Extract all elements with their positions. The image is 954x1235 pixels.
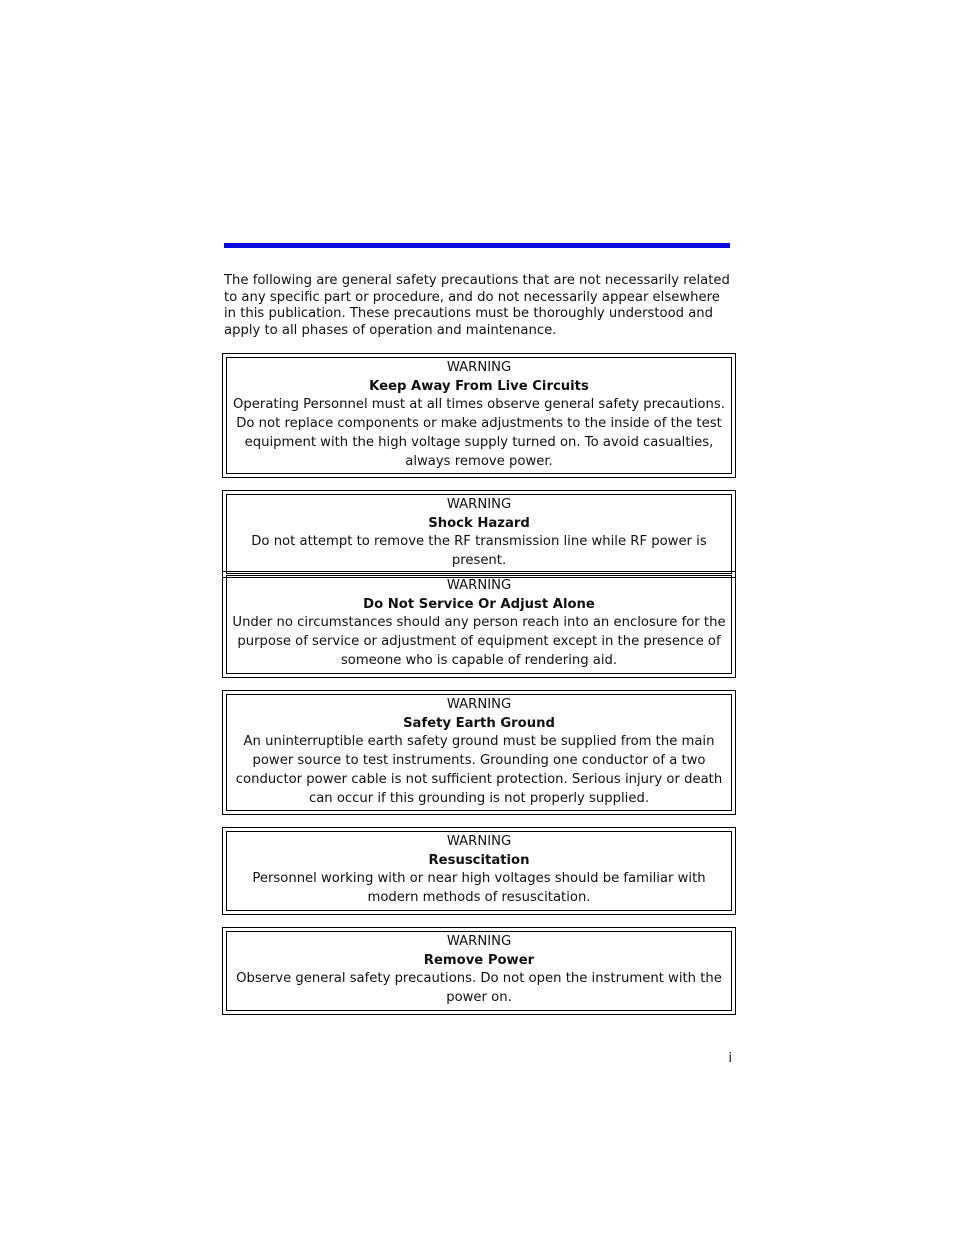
warning-box-inner (226, 357, 732, 474)
warning-box-inner (226, 494, 732, 574)
warning-box-live-circuits (222, 353, 736, 478)
warning-box-inner (226, 694, 732, 811)
warning-text: Observe general safety precautions. Do not open the instrument with the power on. (236, 971, 722, 1006)
warning-title: Resuscitation (428, 852, 530, 868)
page-number: i (728, 1051, 732, 1066)
warning-box-inner (226, 931, 732, 1011)
warning-text: Personnel working with or near high voltages should be familiar with modern methods of resuscitation. (252, 871, 706, 906)
warning-text: Under no circumstances should any person reach into an enclosure for the purpose of service or adjustment of equipment except in the presence of someone who is capable of rendering aid. (232, 615, 726, 668)
warning-label: WARNING (446, 578, 512, 593)
header-rule (224, 243, 730, 248)
warning-label: WARNING (446, 360, 512, 375)
warning-title: Shock Hazard (428, 515, 530, 531)
warning-text: Do not attempt to remove the RF transmission line while RF power is present. (251, 534, 707, 569)
warning-title: Keep Away From Live Circuits (369, 378, 589, 394)
warning-box-resuscitation (222, 827, 736, 915)
warning-label: WARNING (446, 934, 512, 949)
warning-title: Safety Earth Ground (403, 715, 555, 731)
warning-box-inner (226, 575, 732, 674)
warning-label: WARNING (446, 697, 512, 712)
warning-label: WARNING (446, 834, 512, 849)
warning-text: An uninterruptible earth safety ground must be supplied from the main power source to test instruments. Grounding one conductor of a two conductor power cable is not sufficient protection. Serious injury or death can occur if this grounding is not properly supplied. (235, 734, 723, 806)
warning-box-service-alone (222, 571, 736, 678)
warning-label: WARNING (446, 497, 512, 512)
intro-paragraph: The following are general safety precautions that are not necessarily related to any specific part or procedure, and do not necessarily appear elsewhere in this publication. These precautions must be thoroughly understood and apply to all phases of operation and maintenance. (224, 273, 730, 338)
warning-title: Remove Power (423, 952, 535, 968)
warning-box-inner (226, 831, 732, 911)
warning-text: Operating Personnel must at all times observe general safety precautions. Do not replace components or make adjustments to the inside of the test equipment with the high voltage supply turned on. To avoid casualties, always remove power. (233, 397, 725, 469)
warning-box-remove-power (222, 927, 736, 1015)
warning-title: Do Not Service Or Adjust Alone (363, 596, 595, 612)
warning-box-earth-ground (222, 690, 736, 815)
warning-box-shock-hazard (222, 490, 736, 578)
